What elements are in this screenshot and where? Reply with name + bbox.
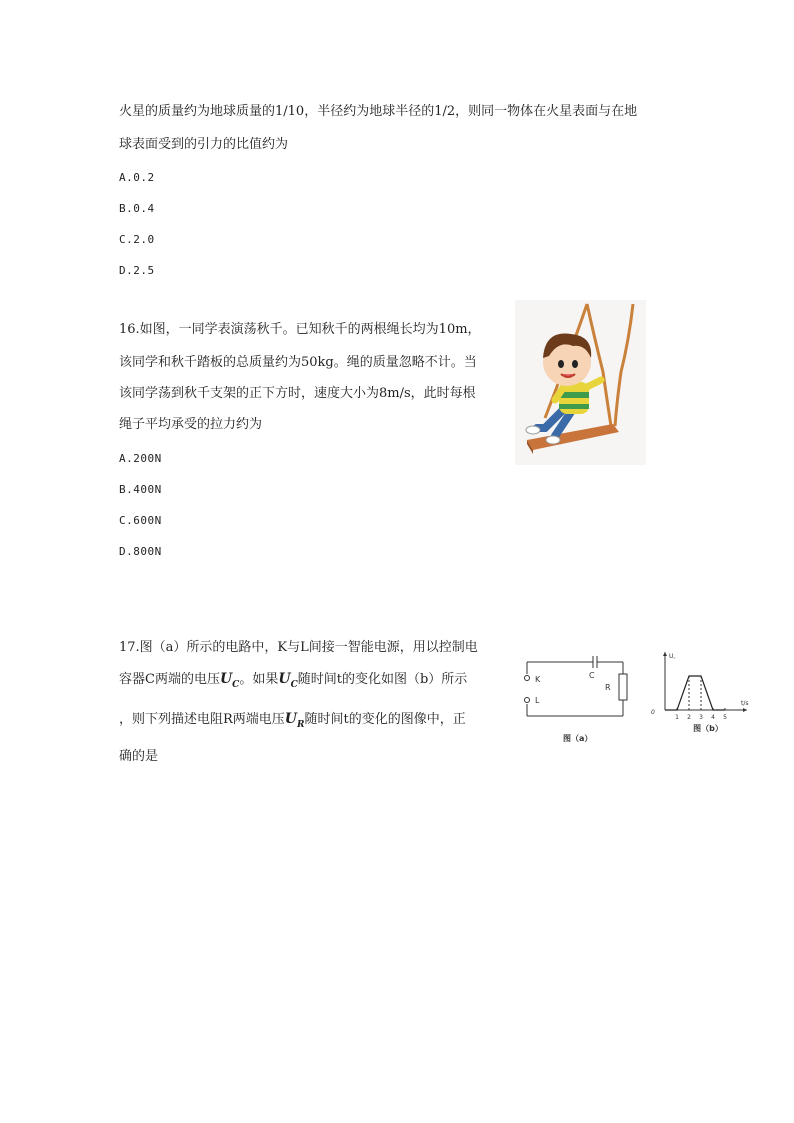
q15-option-a: A.0.2	[119, 171, 155, 184]
label-r: R	[605, 683, 611, 692]
label-l: L	[535, 696, 540, 705]
q16-line1: 16.如图，一同学表演荡秋千。已知秋千的两根绳长均为10m，	[119, 322, 481, 337]
x-tick-label-2: 2	[687, 714, 691, 721]
q17-line2	[119, 671, 467, 693]
q15-line1: 火星的质量约为地球质量的1/10，半径约为地球半径的1/2，则同一物体在火星表面与在地	[119, 104, 638, 119]
x-tick-label-4: 4	[711, 714, 715, 721]
axis-x-label: t/s	[741, 700, 749, 707]
q16-line2: 该同学和秋千踏板的总质量约为50kg。绳的质量忽略不计。当	[119, 355, 477, 370]
label-c: C	[589, 671, 595, 680]
x-tick-label-5: 5	[723, 714, 727, 721]
q17-line3-part1: ，则下列描述电阻R两端电压	[119, 712, 285, 727]
q17-line3	[119, 711, 466, 733]
ur-symbol	[284, 711, 305, 730]
q17-line1: 17.图（a）所示的电路中，K与L间接一智能电源，用以控制电	[119, 640, 478, 655]
q16-option-c: C.600N	[119, 514, 162, 527]
q17-line2-part1: 容器C两端的电压	[119, 672, 220, 687]
caption-a: 图（a）	[563, 734, 593, 743]
circuit-figures	[515, 648, 765, 748]
uc-sub: C	[232, 679, 240, 690]
q16-line3: 该同学荡到秋千支架的正下方时，速度大小为8m/s，此时每根	[119, 386, 476, 401]
y-axis-arrow	[663, 652, 667, 656]
q16-option-a: A.200N	[119, 452, 162, 465]
circuit-diagram-a	[525, 656, 628, 716]
ur-sub: R	[297, 719, 305, 730]
uc-series-line	[665, 676, 725, 710]
q17-line3-part2: 随时间t的变化的图像中，正	[304, 712, 466, 727]
q17-line2-part2: 。如果	[239, 672, 279, 687]
q16-option-d: D.800N	[119, 545, 162, 558]
label-k: K	[535, 675, 541, 684]
q15-option-b: B.0.4	[119, 202, 155, 215]
uc-graph-b	[663, 652, 747, 721]
q17-line2-part3: 随时间t的变化如图（b）所示	[297, 672, 468, 687]
uc-main: U	[219, 671, 233, 687]
uc-symbol	[219, 671, 240, 690]
swing-illustration	[515, 300, 646, 465]
q15-option-d: D.2.5	[119, 264, 155, 277]
x-tick-label-1: 1	[675, 714, 679, 721]
ur-main: U	[284, 711, 298, 727]
caption-b: 图（b）	[693, 724, 723, 733]
axis-y-label: U꜀	[669, 653, 676, 660]
q16-option-b: B.400N	[119, 483, 162, 496]
q17-line4: 确的是	[119, 749, 159, 764]
x-axis-arrow	[743, 708, 747, 712]
q15-line2: 球表面受到的引力的比值约为	[119, 137, 289, 152]
uc-symbol-2	[278, 671, 298, 690]
uc-main-2: U	[278, 671, 291, 687]
uc-sub-2: C	[290, 679, 298, 690]
q16-line4: 绳子平均承受的拉力约为	[119, 417, 263, 432]
origin-label: 0	[651, 709, 655, 716]
x-tick-label-3: 3	[699, 714, 703, 721]
q15-option-c: C.2.0	[119, 233, 155, 246]
